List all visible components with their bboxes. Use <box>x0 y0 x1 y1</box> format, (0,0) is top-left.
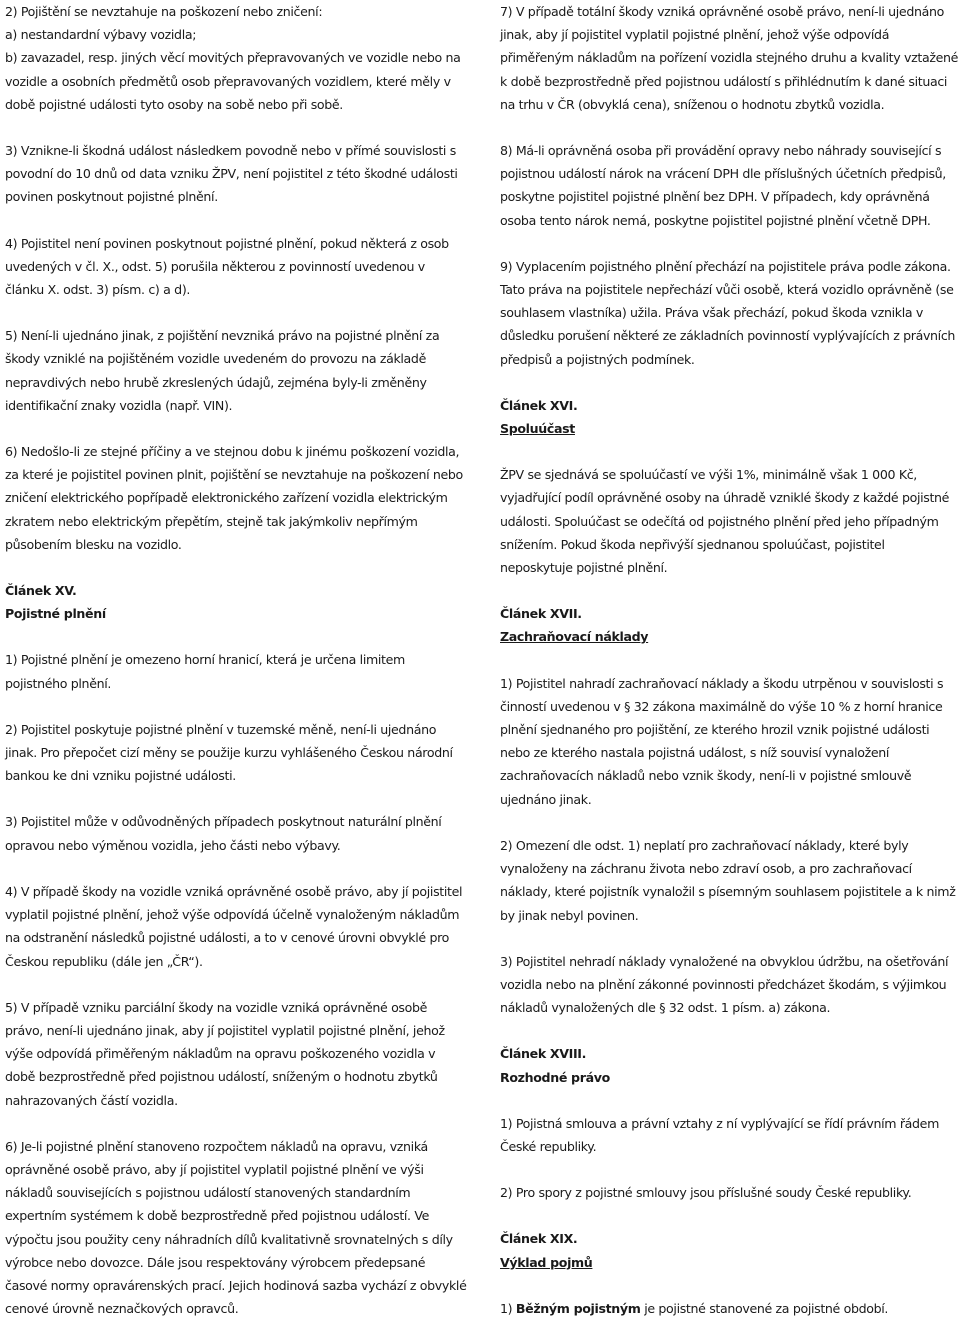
paragraph-partial-damage: 5) V případě vzniku parciální škody na vozidle vzniká oprávněné osobě právo, není-li ujednáno jinak, aby jí pojistitel vyplatil pojistné plnění, jehož výše odpovídá přiměřeným nákladům na opravu poškozeného vozidla v době bezprostředně před pojistnou událostí, sníženým o hodnotu zbytků nahrazovaných částí vozidla. <box>5 999 445 1108</box>
paragraph-vat: 8) Má-li oprávněná osoba při provádění opravy nebo náhrady související s pojistnou událostí nárok na vrácení DPH dle příslušných účetních předpisů, poskytne pojistitel pojistné plnění bez DPH. V případech, kdy oprávněná osoba tento nárok nemá, poskytne pojistitel pojistné plnění včetně DPH. <box>500 143 946 228</box>
paragraph-limit: 1) Pojistné plnění je omezeno horní hranicí, která je určena limitem pojistného plnění. <box>5 652 405 691</box>
paragraph-maintenance: 3) Pojistitel nehradí náklady vynaložené na obvyklou údržbu, na ošetřování vozidla nebo na plnění zákonné povinnosti předcházet škodám, s výjimkou nákladů vynaložených dle § 32 odst. 1 písm. a) zákona. <box>500 953 949 1016</box>
paragraph-subrogation: 9) Vyplacením pojistného plnění přechází na pojistitele práva podle zákona. Tato práva na pojistitele nepřechází vůči osobě, která vozidlo oprávněně (se souhlasem vlastníka) užila. Práva však přechází, pokud škoda vznikla v důsledku porušení některé ze základních povinností vyplývajících z právních předpisů a pojistných podmínek. <box>500 258 956 367</box>
paragraph-electrical: 6) Nedošlo-li ze stejné příčiny a ve stejnou dobu k jinému poškození vozidla, za které je pojistitel povinen plnit, pojištění se nevztahuje na poškození nebo zničení elektrického popřípadě elektronického zařízení vozidla elektrickým zkratem nebo elektrickým přepětím, stejně tak jakýmkoliv nepřímým působením blesku na vozidlo. <box>5 444 463 552</box>
paragraph-limit-exception: 2) Omezení dle odst. 1) neplatí pro zachraňovací náklady, které byly vynaloženy na záchranu života nebo zdraví osob, a pro zachraňovací náklady, které pojistník vynaložil s písemným souhlasem pojistitele a k nimž by jinak nebyl povinen. <box>500 837 956 923</box>
article-xv-subtitle: Pojistné plnění <box>5 606 106 622</box>
article-xvi-subtitle: Spoluúčast <box>500 421 575 437</box>
paragraph-deductible: ŽPV se sjednává se spoluúčastí ve výši 1%, minimálně však 1 000 Kč, vyjadřující podíl oprávněné osoby na úhradě vzniklé škody z každé pojistné události. Spoluúčast se odečítá od pojistného plnění před jeho případným snížením. Pokud škoda nepřivýší sjednanou spoluúčast, pojistitel neposkytuje pojistné plnění. <box>500 467 950 576</box>
article-xix-subtitle: Výklad pojmů <box>500 1254 593 1270</box>
article-xix-title: Článek XIX. <box>500 1231 578 1247</box>
article-xviii-title: Článek XVIII. <box>500 1046 587 1062</box>
definition-text: je pojistné stanovené za pojistné období. <box>640 1300 889 1316</box>
exclusion-item-b: b) zavazadel, resp. jiných věcí movitých přepravovaných ve vozidle nebo na vozidle a osobních předmětů osob přepravovaných vozidlem, které měly v době pojistné události tyto osoby na sobě nebo při sobě. <box>5 50 461 112</box>
paragraph-damage-costs: 4) V případě škody na vozidle vzniká oprávněné osobě právo, aby jí pojistitel vyplatil pojistné plnění, jehož výše odpovídá účelně vynaloženým nákladům na odstranění následků pojistné události, a to v cenové úrovni obvyklé pro Českou republiku (dále jen „ČR“). <box>5 883 463 969</box>
exclusions-intro: 2) Pojištění se nevztahuje na poškození nebo zničení: <box>5 4 323 19</box>
paragraph-false-data: 5) Není-li ujednáno jinak, z pojištění nevzniká právo na pojistné plnění za škody vzniklé na pojištěném vozidle uvedeném do provozu na základě nepravdivých nebo hrubě zkreslených údajů, zejména byly-li změněny identifikační znaky vozidla (např. VIN). <box>5 328 440 413</box>
paragraph-natural-performance: 3) Pojistitel může v odůvodněných případech poskytnout naturální plnění opravou nebo výměnou vozidla, jeho části nebo výbavy. <box>5 814 442 853</box>
article-xviii-subtitle: Rozhodné právo <box>500 1069 610 1085</box>
paragraph-jurisdiction: 2) Pro spory z pojistné smlouvy jsou příslušné soudy České republiky. <box>500 1185 912 1201</box>
paragraph-total-loss: 7) V případě totální škody vzniká oprávněné osobě právo, není-li ujednáno jinak, aby jí pojistitel vyplatil pojistné plnění, jehož výše odpovídá přiměřeným nákladům na pořízení vozidla stejného druhu a kvality vztažené k době bezprostředně před pojistnou událostí s přihlédnutím k dané situaci na trhu v ČR (obvyklá cena), sníženou o hodnotu zbytků vozidla. <box>500 4 959 112</box>
paragraph-flood: 3) Vznikne-li škodná událost následkem povodně nebo v přímé souvislosti s povodní do 10 dnů od data vzniku ŽPV, není pojistitel z této škodné události povinen poskytnout pojistné plnění. <box>5 143 458 205</box>
paragraph-obligation-breach: 4) Pojistitel není povinen poskytnout pojistné plnění, pokud některá z osob uvedených v čl. X., odst. 5) porušila některou z povinností uvedenou v článku X. odst. 3) písm. c) a d). <box>5 235 449 298</box>
article-xv-title: Článek XV. <box>5 583 77 599</box>
article-xvii-subtitle: Zachraňovací náklady <box>500 629 649 645</box>
definition-term: Běžným pojistným <box>515 1300 641 1316</box>
paragraph-rescue-costs: 1) Pojistitel nahradí zachraňovací náklady a škodu utrpěnou v souvislosti s činností uvedenou v § 32 zákona maximálně do výše 10 % z horní hranice plnění sjednaného pro pojištění, ze kterého hrozil vznik pojistné události nebo ze kterého nastala pojistná událost, s níž souvisí vynaložení zachraňovacích nákladů nebo vznik škody, není-li v pojistné smlouvě ujednáno jinak. <box>500 675 944 807</box>
paragraph-currency: 2) Pojistitel poskytuje pojistné plnění v tuzemské měně, není-li ujednáno jinak. Pro přepočet cizí měny se použije kurzu vyhlášeného Českou národní bankou ke dni vzniku pojistné události. <box>5 721 453 784</box>
article-xvi-title: Článek XVI. <box>500 397 578 413</box>
paragraph-repair-estimate: 6) Je-li pojistné plnění stanoveno rozpočtem nákladů na opravu, vzniká oprávněné osobě právo, aby jí pojistitel vyplatil pojistné plnění ve výši nákladů souvisejících s pojistnou událostí stanovených standardním expertním systémem k době bezprostředně před pojistnou událostí. Ve výpočtu jsou použity ceny náhradních dílů kvalitativně srovnatelných s díly výrobce nebo dovozce. Dále jsou respektovány výrobcem předepsané časové normy opravárenských prací. Jejich hodinová sazba vychází z obvyklé cenové úrovně neznačkových opravců. <box>5 1138 467 1317</box>
exclusion-item-a: a) nestandardní výbavy vozidla; <box>5 27 197 43</box>
paragraph-governing-law: 1) Pojistná smlouva a právní vztahy z ní vyplývající se řídí právním řádem České republiky. <box>500 1115 939 1154</box>
definition-regular-premium <box>500 1297 960 1320</box>
left-column <box>5 0 467 1320</box>
article-xvii-title: Článek XVII. <box>500 606 582 622</box>
right-column <box>500 0 960 1320</box>
definition-number: 1) <box>500 1300 516 1316</box>
